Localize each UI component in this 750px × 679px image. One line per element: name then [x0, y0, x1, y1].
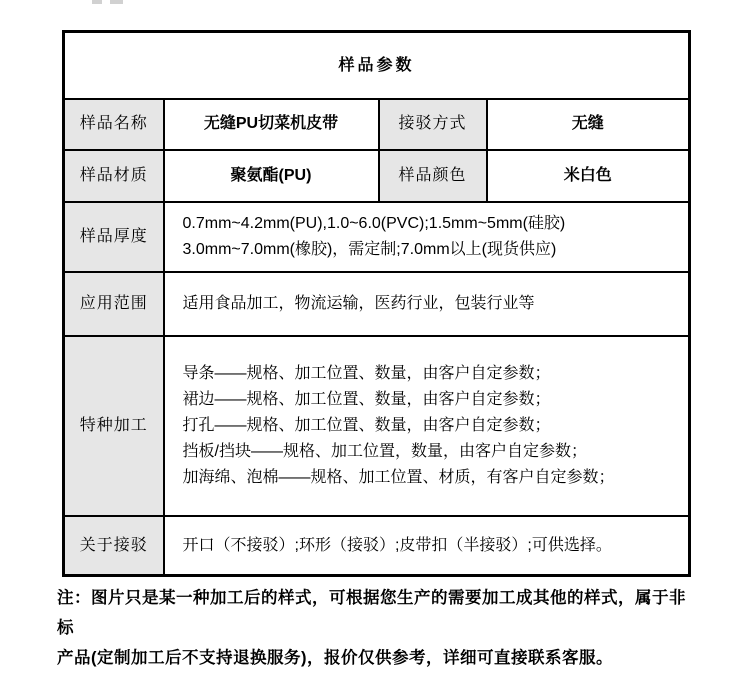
thickness-line: 0.7mm~4.2mm(PU),1.0~6.0(PVC);1.5mm~5mm(硅胶) [182, 214, 566, 232]
table-row-thickness [64, 202, 690, 272]
sample-parameters-table [62, 30, 691, 577]
table-title-row [64, 32, 690, 99]
special-processing-line: 挡板/挡块——规格、加工位置，数量，由客户自定参数； [182, 442, 587, 460]
table-row-about-joint [64, 516, 690, 576]
sample-material-label: 样品材质 [64, 150, 164, 202]
footnote [57, 583, 702, 673]
sample-thickness-label: 样品厚度 [64, 202, 164, 272]
table-row-special-processing [64, 336, 690, 516]
joint-method-label: 接驳方式 [379, 99, 487, 150]
special-processing-line: 打孔——规格、加工位置、数量，由客户自定参数； [182, 416, 551, 434]
special-processing-line: 加海绵、泡棉——规格、加工位置、材质，有客户自定参数； [182, 468, 615, 486]
clipped-text-fragment [110, 0, 123, 4]
special-processing-value [164, 336, 690, 516]
about-joint-value: 开口（不接驳）;环形（接驳）;皮带扣（半接驳）;可供选择。 [164, 516, 690, 576]
sample-thickness-value [164, 202, 690, 272]
application-range-label: 应用范围 [64, 272, 164, 336]
special-processing-line: 导条——规格、加工位置、数量，由客户自定参数； [182, 364, 551, 382]
table-title: 样品参数 [64, 32, 690, 99]
footnote-line: 产品(定制加工后不支持退换服务)，报价仅供参考，详细可直接联系客服。 [57, 649, 613, 667]
special-processing-label: 特种加工 [64, 336, 164, 516]
table-row-application [64, 272, 690, 336]
clipped-text-fragment [92, 0, 102, 4]
table-row-sample-name [64, 99, 690, 150]
sample-material-value: 聚氨酯(PU) [164, 150, 379, 202]
sample-color-label: 样品颜色 [379, 150, 487, 202]
sample-name-value: 无缝PU切菜机皮带 [164, 99, 379, 150]
about-joint-label: 关于接驳 [64, 516, 164, 576]
sample-color-value: 米白色 [487, 150, 690, 202]
sample-name-label: 样品名称 [64, 99, 164, 150]
joint-method-value: 无缝 [487, 99, 690, 150]
footnote-line: 注：图片只是某一种加工后的样式，可根据您生产的需要加工成其他的样式，属于非标 [57, 589, 686, 637]
table-row-material [64, 150, 690, 202]
thickness-line: 3.0mm~7.0mm(橡胶)，需定制;7.0mm以上(现货供应) [182, 240, 557, 258]
application-range-value: 适用食品加工，物流运输，医药行业，包装行业等 [164, 272, 690, 336]
special-processing-line: 裙边——规格、加工位置、数量，由客户自定参数； [182, 390, 551, 408]
